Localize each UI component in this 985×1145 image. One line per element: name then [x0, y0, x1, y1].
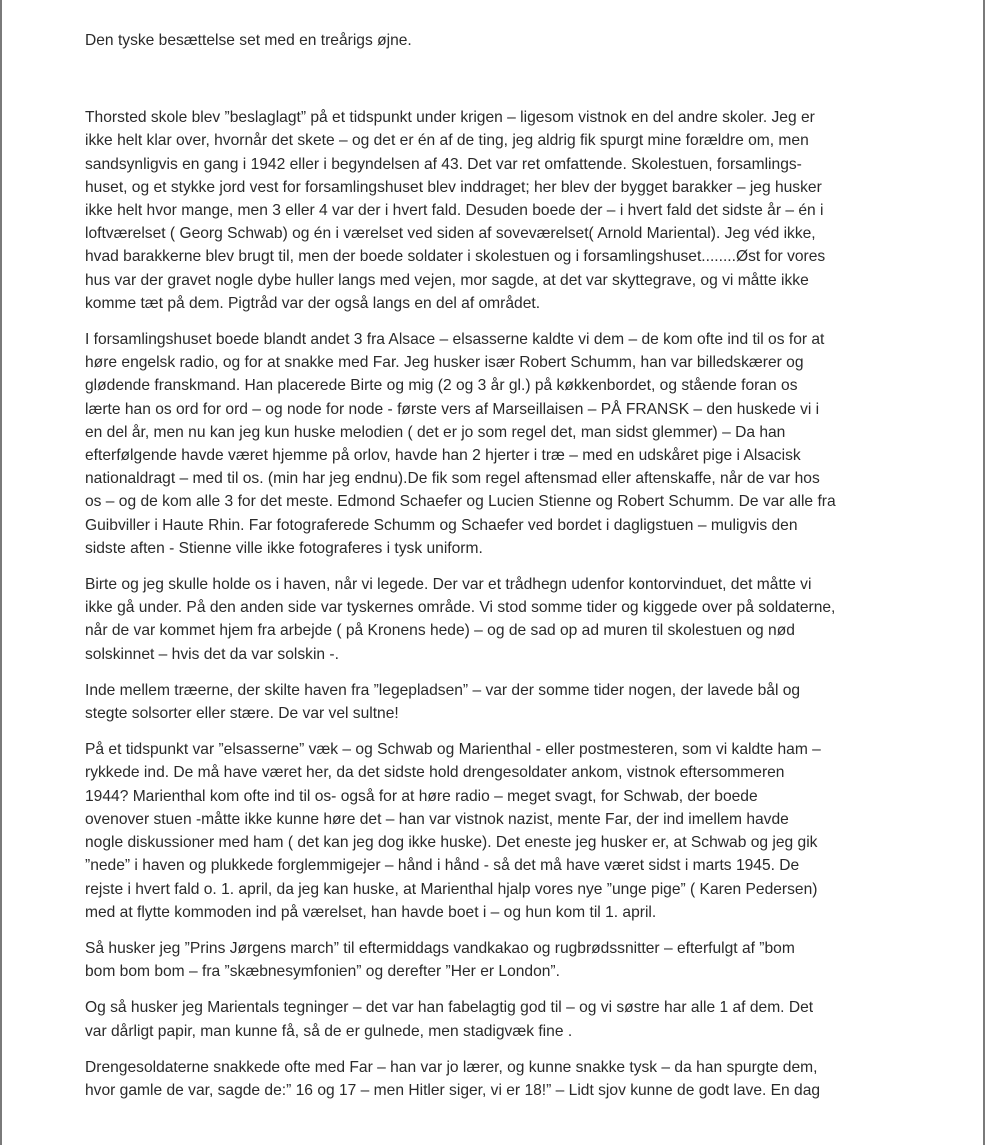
paragraph-3: Birte og jeg skulle holde os i haven, når vi legede. Der var et trådhegn udenfor kontorvinduet, det måtte vi ikke gå under. På den anden side var tyskernes område. Vi stod somme tider og kiggede over på soldaterne, når de var kommet hjem fra arbejde ( på Kronens hede) – og de sad op ad muren til skolestuen og nød solskinnet – hvis det da var solskin -.: [85, 576, 836, 663]
paragraph-1: Thorsted skole blev ”beslaglagt” på et tidspunkt under krigen – ligesom vistnok en del andre skoler. Jeg er ikke helt klar over, hvornår det skete – og det er én af de ting, jeg aldrig fik spurgt mine forældre om, men sandsynligvis en gang i 1942 eller i begyndelsen af 43. Det var ret omfattende. Skolestuen, forsamlings- huset, og et stykke jord vest for forsamlingshuset blev inddraget; her blev der bygget barakker – jeg husker ikke helt hvor mange, men 3 eller 4 var der i hvert fald. Desuden boede der – i hvert fald det sidste år – én i loftværelset ( Georg Schwab) og én i værelset ved siden af soveværelset( Arnold Mariental). Jeg véd ikke, hvad barakkerne blev brugt til, men der boede soldater i skolestuen og i forsamlingshuset........Øst for vores hus var der gravet nogle dybe huller langs med vejen, mor sagde, at det var skyttegrave, og vi måtte ikke komme tæt på dem. Pigtråd var der også langs en del af området.: [85, 109, 826, 312]
paragraph-7: Og så husker jeg Marientals tegninger – det var han fabelagtig god til – og vi søstre har alle 1 af dem. Det var dårligt papir, man kunne få, så de er gulnede, men stadigvæk fine .: [85, 999, 814, 1040]
paragraph-2: I forsamlingshuset boede blandt andet 3 fra Alsace – elsasserne kaldte vi dem – de kom ofte ind til os for at høre engelsk radio, og for at snakke med Far. Jeg husker især Robert Schumm, han var billedskærer og glødende franskmand. Han placerede Birte og mig (2 og 3 år gl.) på køkkenbordet, og stående foran os lærte han os ord for ord – og node for node - første vers af Marseillaisen – PÅ FRANSK – den huskede vi i en del år, men nu kan jeg kun huske melodien ( det er jo som regel det, man sidst glemmer) – Da han efterfølgende havde været hjemme på orlov, havde han 2 hjerter i træ – med en udskåret pige i Alsacisk nationaldragt – med til os. (min har jeg endnu).De fik som regel aftensmad eller aftenskaffe, når de var hos os – og de kom alle 3 for det meste. Edmond Schaefer og Lucien Stienne og Robert Schumm. De var alle fra Guibviller i Haute Rhin. Far fotograferede Schumm og Schaefer ved bordet i dagligstuen – muligvis den sidste aften - Stienne ville ikke fotograferes i tysk uniform.: [85, 331, 836, 557]
paragraph-5: På et tidspunkt var ”elsasserne” væk – og Schwab og Marienthal - eller postmesteren, som vi kaldte ham – rykkede ind. De må have været her, da det sidste hold drengesoldater ankom, vistnok eftersommeren 1944? Marienthal kom ofte ind til os- også for at høre radio – meget svagt, for Schwab, der boede ovenover stuen -måtte ikke kunne høre det – han var vistnok nazist, mente Far, der ind imellem havde nogle diskussioner med ham ( det kan jeg dog ikke huske). Det eneste jeg husker er, at Schwab og jeg gik ”nede” i haven og plukkede forglemmigejer – hånd i hånd - så det må have været sidst i marts 1945. De rejste i hvert fald o. 1. april, da jeg kan huske, at Marienthal hjalp vores nye ”unge pige” ( Karen Pedersen) med at flytte kommoden ind på værelset, han havde boet i – og hun kom til 1. april.: [85, 741, 821, 921]
document-body: [85, 29, 965, 1115]
paragraph-8: Drengesoldaterne snakkede ofte med Far – han var jo lærer, og kunne snakke tysk – da han spurgte dem, hvor gamle de var, sagde de:” 16 og 17 – men Hitler siger, vi er 18!” – Lidt sjov kunne de godt lave. En dag: [85, 1058, 821, 1099]
paragraph-6: Så husker jeg ”Prins Jørgens march” til eftermiddags vandkakao og rugbrødssnitter – efterfulgt af ”bom bom bom bom – fra ”skæbnesymfonien” og derefter ”Her er London”.: [85, 939, 795, 981]
paragraph-4: Inde mellem træerne, der skilte haven fra ”legepladsen” – var der somme tider nogen, der lavede bål og stegte solsorter eller stære. De var vel sultne!: [85, 681, 801, 723]
document-title: Den tyske besættelse set med en treårigs øjne.: [85, 32, 412, 49]
